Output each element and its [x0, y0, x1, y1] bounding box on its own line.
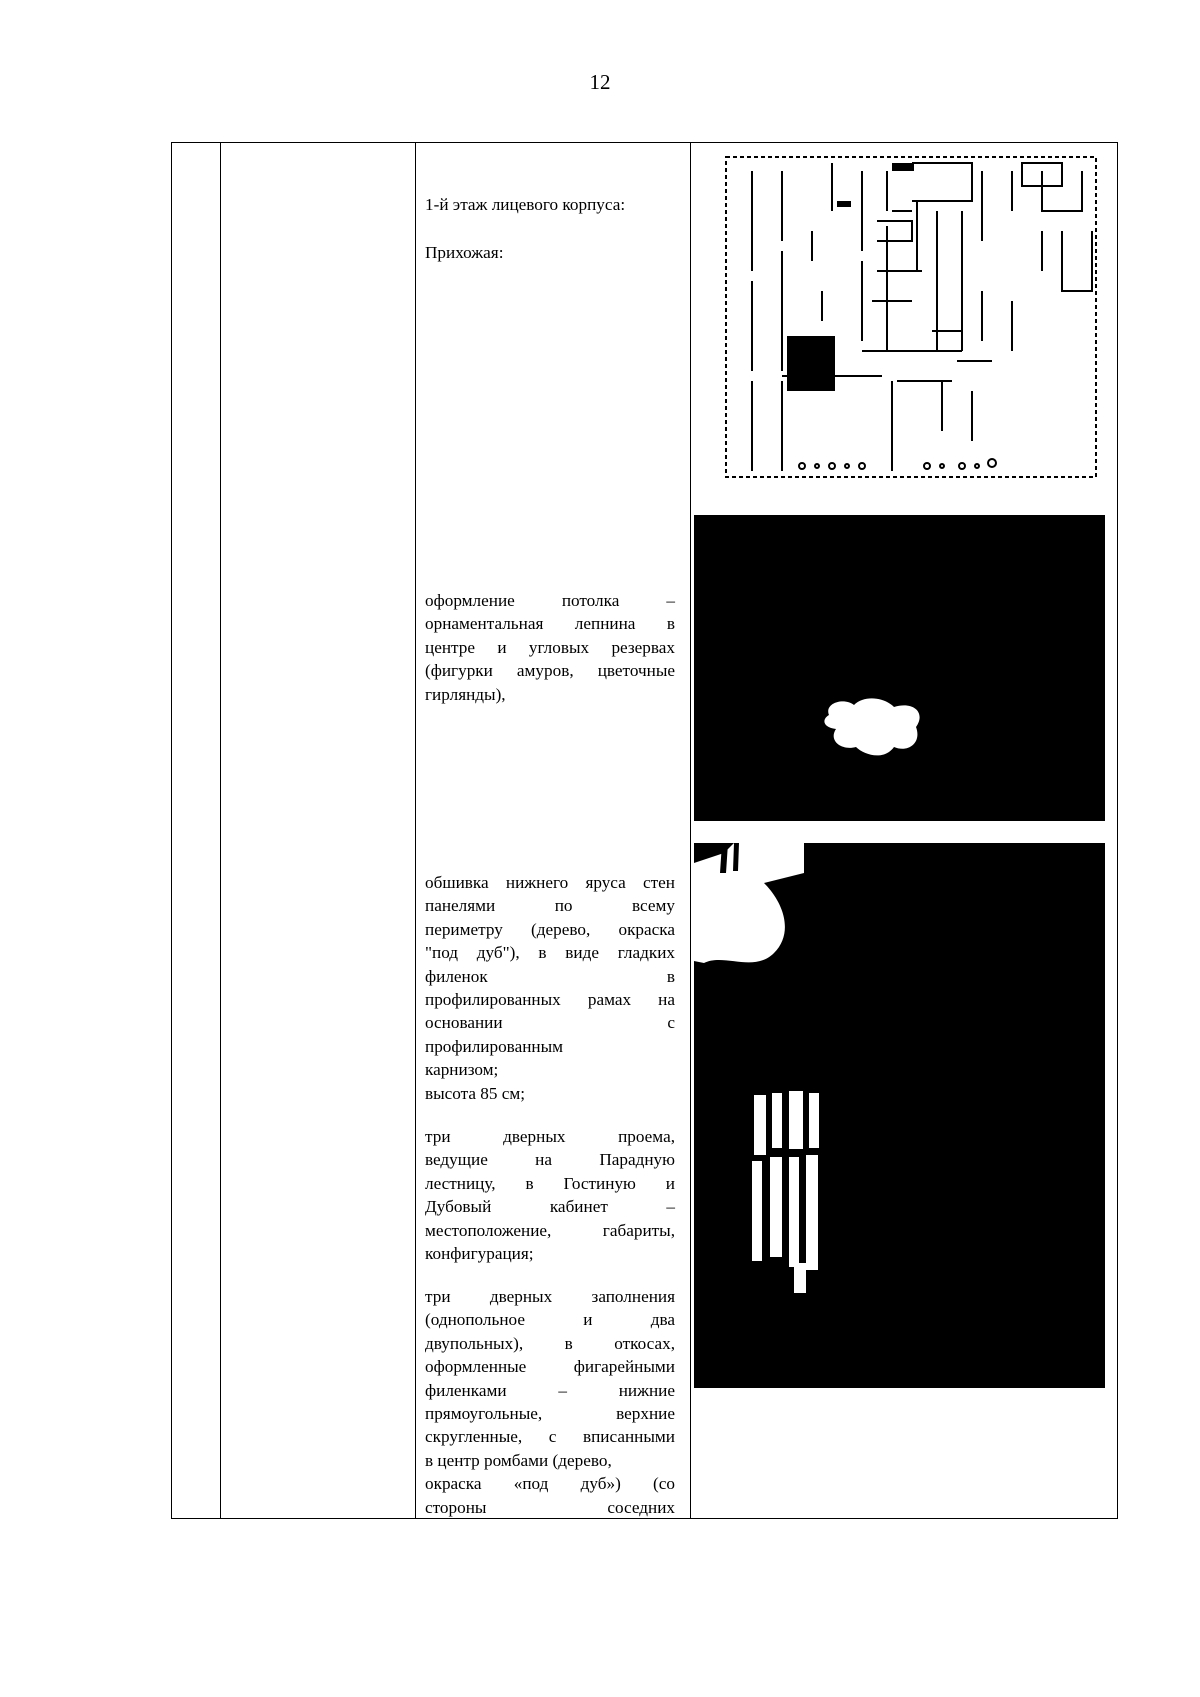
document-table [171, 142, 1118, 1519]
openings-description [425, 1125, 675, 1265]
text-line: панелями по всему [425, 896, 675, 916]
text-line: обшивка нижнего яруса стен [425, 873, 675, 892]
text-line: периметру (дерево, окраска [425, 919, 675, 939]
text-line: в центр ромбами (дерево, [425, 1450, 612, 1470]
text-line: гирлянды), [425, 684, 506, 704]
text-line: высота 85 см; [425, 1083, 526, 1103]
doors-description [425, 1285, 675, 1519]
text-line: ведущие на Парадную [425, 1150, 675, 1170]
text-line: прямоугольные, верхние [425, 1404, 675, 1424]
text-line: (однопольное и два [425, 1310, 675, 1330]
ceiling-photo [694, 515, 1105, 821]
text-line: три дверных заполнения [425, 1287, 675, 1306]
text-line: скругленные, с вписанными [425, 1427, 675, 1447]
column-divider [220, 143, 221, 1518]
ceiling-description [425, 589, 675, 706]
text-line: "под дуб"), в виде гладких [425, 943, 675, 963]
text-line: окраска «под дуб») (со [425, 1474, 675, 1494]
column-divider [415, 143, 416, 1518]
text-line: двупольных), в откосах, [425, 1333, 675, 1353]
text-line: Дубовый кабинет – [425, 1197, 675, 1217]
text-line: оформление потолка – [425, 591, 675, 610]
panels-description [425, 871, 675, 1105]
text-line: лестницу, в Гостиную и [425, 1173, 675, 1193]
wall-panels-photo [694, 843, 1105, 1388]
section-heading: 1-й этаж лицевого корпуса: [425, 195, 626, 214]
text-line: основании с [425, 1013, 675, 1033]
text-line: профилированных рамах на [425, 990, 675, 1010]
page-number: 12 [589, 70, 611, 94]
text-line: стороны соседних [425, 1497, 675, 1517]
room-title: Прихожая: [425, 243, 504, 262]
column-divider [690, 143, 691, 1518]
text-line: центре и угловых резервах [425, 637, 675, 657]
text-line: оформленные фигарейными [425, 1357, 675, 1377]
text-line: филенок в [425, 966, 675, 986]
floor-plan-icon [712, 151, 1108, 491]
text-line: филенками – нижние [425, 1380, 675, 1400]
text-line: (фигурки амуров, цветочные [425, 661, 675, 681]
text-line: три дверных проема, [425, 1127, 675, 1146]
text-line: профилированным [425, 1036, 564, 1056]
text-line: карнизом; [425, 1060, 499, 1080]
text-line: орнаментальная лепнина в [425, 614, 675, 634]
text-line: конфигурация; [425, 1244, 534, 1264]
text-line: местоположение, габариты, [425, 1220, 675, 1240]
